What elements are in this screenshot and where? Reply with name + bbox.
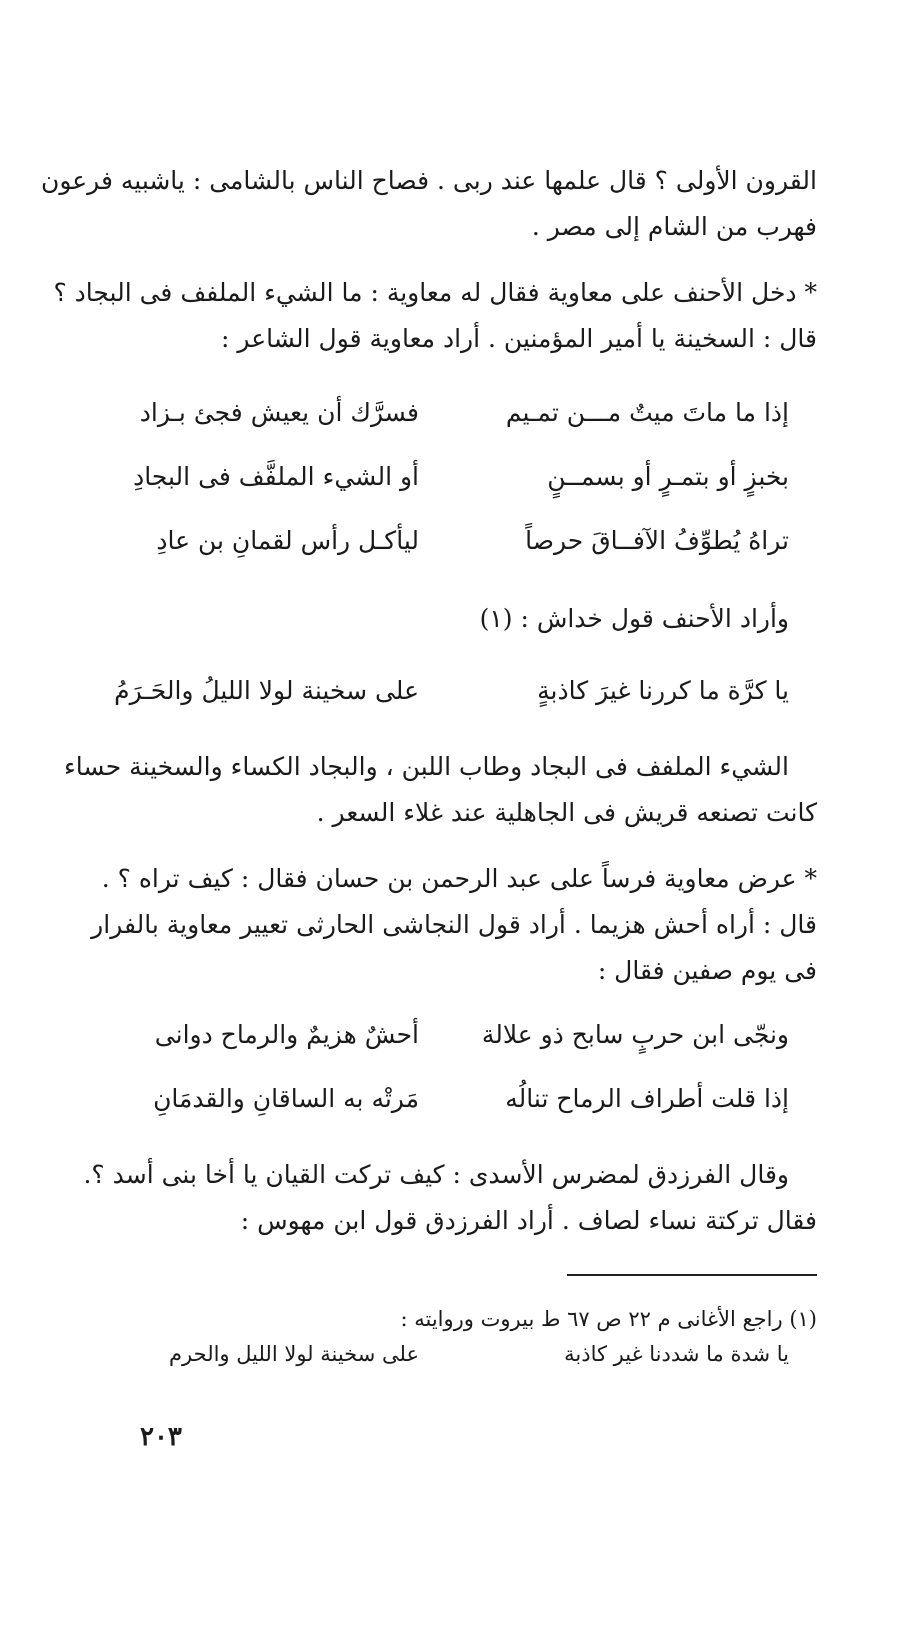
footnote-text: (١) راجع الأغانى م ٢٢ ص ٦٧ ط بيروت وروايته : <box>400 1307 817 1331</box>
verse-first-hemistich: بخبزٍ أو بتمـرٍ أو بسمــنٍ <box>547 462 789 491</box>
paragraph-5 <box>77 856 817 994</box>
verse-second-hemistich: ليأكـل رأس لقمانِ بن عادِ <box>156 526 419 555</box>
verse-second-hemistich: على سخينة لولا الليلُ والحَـرَمُ <box>114 676 419 705</box>
verse-second-hemistich: فسرَّك أن يعيش فجئ بـزاد <box>139 398 419 427</box>
verse-second-hemistich: أحشٌ هزيمٌ والرماح دوانى <box>154 1020 419 1049</box>
footnote-divider <box>567 1274 817 1276</box>
verse-line <box>129 398 789 446</box>
verse-line <box>129 1020 789 1068</box>
text-line: فهرب من الشام إلى مصر . <box>531 212 817 241</box>
verse-second-hemistich: مَرتْه به الساقانِ والقدمَانِ <box>153 1084 419 1113</box>
verse-first-hemistich: إذا ما ماتَ ميتٌ مـــن تمـيم <box>505 398 789 427</box>
verse-second-hemistich: على سخينة لولا الليل والحرم <box>169 1342 419 1366</box>
text-line: فقال تركتة نساء لصاف . أراد الفرزدق قول ابن مهوس : <box>240 1206 817 1235</box>
verse-line <box>129 462 789 510</box>
verse-first-hemistich: تراهُ يُطوِّفُ الآفــاقَ حرصاً <box>525 526 789 555</box>
text-line: وقال الفرزدق لمضرس الأسدى : كيف تركت القيان يا أخا بنى أسد ؟. <box>83 1160 789 1189</box>
text-line: * دخل الأحنف على معاوية فقال له معاوية : ما الشيء الملفف فى البجاد ؟ <box>53 278 817 307</box>
verse-line <box>129 1084 789 1132</box>
paragraph-4 <box>64 744 817 836</box>
verse-second-hemistich: أو الشيء الملفَّف فى البجادِ <box>133 462 419 491</box>
paragraph-6 <box>77 1152 817 1244</box>
text-line: كانت تصنعه قريش فى الجاهلية عند غلاء السعر . <box>316 798 817 827</box>
text-line: * عرض معاوية فرساً على عبد الرحمن بن حسان فقال : كيف تراه ؟ . <box>101 864 817 893</box>
footnote <box>77 1300 817 1338</box>
verse-first-hemistich: يا كرَّة ما كررنا غيرَ كاذبةٍ <box>537 676 789 705</box>
text-line: القرون الأولى ؟ قال علمها عند ربى . فصاح الناس بالشامى : ياشبيه فرعون <box>40 166 817 195</box>
text-line: قال : السخينة يا أمير المؤمنين . أراد معاوية قول الشاعر : <box>221 324 817 353</box>
verse-first-hemistich: ونجّى ابن حربٍ سابح ذو علالة <box>481 1020 789 1049</box>
verse-line <box>129 526 789 574</box>
paragraph-3 <box>49 596 789 642</box>
verse-first-hemistich: يا شدة ما شددنا غير كاذبة <box>564 1342 789 1366</box>
footnote-verse <box>129 1342 789 1382</box>
page-number: ٢٠٣ <box>140 1422 182 1452</box>
text-line: فى يوم صفين فقال : <box>597 956 817 985</box>
text-line: قال : أراه أحش هزيما . أراد قول النجاشى الحارثى تعيير معاوية بالفرار <box>91 910 817 939</box>
text-line: وأراد الأحنف قول خداش : (١) <box>479 604 789 633</box>
text-line: الشيء الملفف فى البجاد وطاب اللبن ، والبجاد الكساء والسخينة حساء <box>64 752 789 781</box>
verse-first-hemistich: إذا قلت أطراف الرماح تنالُه <box>505 1084 789 1113</box>
paragraph-1 <box>40 158 817 250</box>
paragraph-2 <box>53 270 817 362</box>
verse-line <box>114 676 789 724</box>
